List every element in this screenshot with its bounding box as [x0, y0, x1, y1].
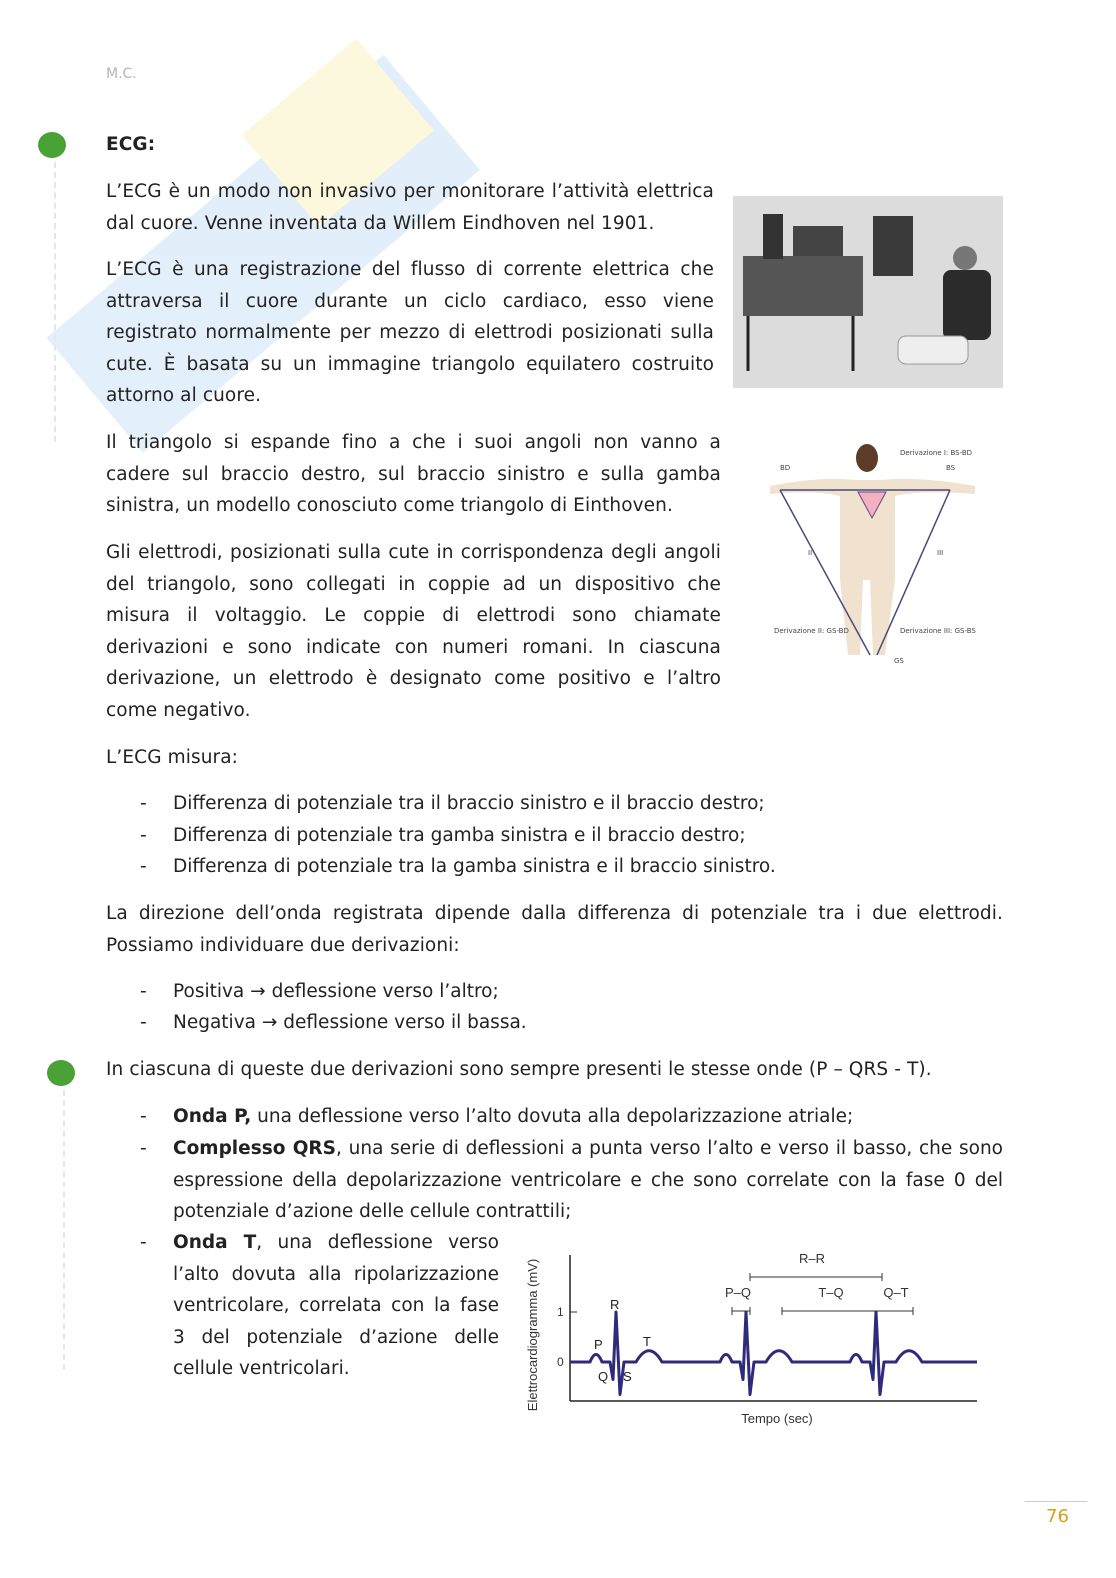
label-iii: III: [937, 549, 944, 557]
einthoven-photo: [733, 196, 1003, 388]
paragraph: Gli elettrodi, posizionati sulla cute in corrispondenza degli angoli del triangolo, sono collegati in coppie ad un dispositivo che misura il voltaggio. Le coppie di elettrodi sono chiamate derivazioni e sono indicate con numeri romani. In ciascuna derivazione, un elettrodo è designato come positivo e l’altro come negativo.: [106, 542, 721, 721]
paragraph: L’ECG misura:: [106, 747, 239, 768]
interval-label-tq: T–Q: [818, 1285, 844, 1300]
section-bullet-icon: [38, 132, 66, 158]
list-item: - Differenza di potenziale tra il braccio sinistro e il braccio destro;: [140, 793, 765, 814]
section-rail: [54, 162, 56, 442]
section-bullet-icon: [47, 1060, 75, 1086]
wave-label-s: S: [623, 1369, 632, 1384]
paragraph: L’ECG è un modo non invasivo per monitorare l’attività elettrica dal cuore. Venne inventata da Willem Eindhoven nel 1901.: [106, 181, 714, 234]
list-item: - Onda P, una deflessione verso l’alto dovuta alla depolarizzazione atriale;: [140, 1106, 854, 1127]
section-title: ECG:: [106, 134, 156, 155]
y-tick-label: 1: [557, 1305, 564, 1319]
y-axis-label: Elettrocardiogramma (mV): [525, 1258, 540, 1412]
label-bs: BS: [946, 464, 956, 472]
x-axis-label: Tempo (sec): [741, 1411, 813, 1426]
label-gs: GS: [894, 657, 904, 665]
ecg-chart: [515, 1225, 1005, 1435]
list-item: - Positiva → deflessione verso l’altro;: [140, 981, 499, 1002]
wave-label-q: Q: [598, 1369, 609, 1384]
wave-label-t: T: [643, 1334, 651, 1349]
label-ii: II: [808, 549, 813, 557]
einthoven-triangle-diagram: [760, 440, 990, 670]
wave-label-r: R: [610, 1297, 620, 1312]
interval-label-pq: P–Q: [724, 1285, 752, 1300]
list-item: - Negativa → deflessione verso il bassa.: [140, 1012, 527, 1033]
header-author: M.C.: [106, 66, 137, 82]
list-item: - Complesso QRS, una serie di deflessioni a punta verso l’alto e verso il basso, che sono espressione della depolarizzazione ventricolare e che sono correlate con la fase 0 del potenziale d’azione delle cellule contrattili;: [140, 1138, 1004, 1223]
label-lead-2: Derivazione II: GS-BD: [774, 627, 849, 635]
wave-label-p: P: [594, 1337, 603, 1352]
page-number: 76: [1046, 1506, 1069, 1527]
page-number-rule: [1025, 1501, 1087, 1502]
label-lead-1: Derivazione I: BS-BD: [900, 449, 973, 457]
paragraph: L’ECG è una registrazione del flusso di corrente elettrica che attraversa il cuore durante un ciclo cardiaco, esso viene registrato normalmente per mezzo di elettrodi posizionati sulla cute. È basata su un immagine triangolo equilatero costruito attorno al cuore.: [106, 259, 714, 407]
paragraph: Il triangolo si espande fino a che i suoi angoli non vanno a cadere sul braccio destro, sul braccio sinistro e sulla gamba sinistra, un modello conosciuto come triangolo di Einthoven.: [106, 432, 721, 517]
list-item: - Onda T, una deflessione verso l’alto dovuta alla ripolarizzazione ventricolare, correlata con la fase 3 del potenziale d’azione delle cellule ventricolari.: [140, 1232, 499, 1380]
label-lead-3: Derivazione III: GS-BS: [900, 627, 976, 635]
interval-label-rr: R–R: [798, 1251, 826, 1266]
label-bd: BD: [780, 464, 791, 472]
list-item: - Differenza di potenziale tra gamba sinistra e il braccio destro;: [140, 825, 746, 846]
paragraph: In ciascuna di queste due derivazioni sono sempre presenti le stesse onde (P – QRS - T).: [106, 1059, 932, 1080]
interval-label-qt: Q–T: [883, 1285, 909, 1300]
list-item: - Differenza di potenziale tra la gamba sinistra e il braccio sinistro.: [140, 856, 776, 877]
section-rail: [63, 1090, 65, 1370]
y-tick-label: 0: [557, 1355, 564, 1369]
paragraph: La direzione dell’onda registrata dipende dalla differenza di potenziale tra i due elettrodi. Possiamo individuare due derivazioni:: [106, 903, 1003, 956]
